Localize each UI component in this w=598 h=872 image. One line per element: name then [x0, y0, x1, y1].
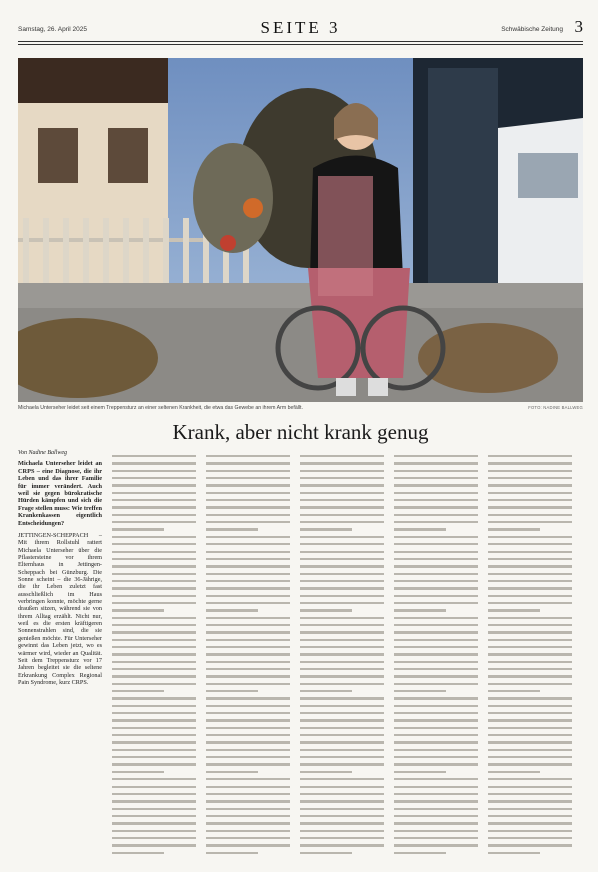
text-line: [206, 499, 290, 501]
text-line: [488, 837, 572, 839]
text-line: [300, 492, 384, 494]
text-line: [112, 756, 196, 758]
text-line: [300, 683, 384, 685]
text-line: [112, 521, 196, 523]
text-line: [300, 624, 384, 626]
text-line: [488, 653, 572, 655]
text-line: [300, 521, 384, 523]
masthead-rule-thin: [18, 44, 583, 45]
text-line: [206, 786, 290, 788]
text-line: [112, 462, 196, 464]
text-line: [112, 763, 196, 765]
text-line: [488, 536, 572, 538]
article-column-1: [18, 450, 102, 686]
text-line: [206, 683, 290, 685]
text-line: [300, 793, 384, 795]
text-line: [488, 631, 572, 633]
text-line: [300, 661, 384, 663]
text-line: [488, 675, 572, 677]
text-line: [300, 675, 384, 677]
text-line: [488, 756, 572, 758]
text-line: [300, 815, 384, 817]
text-line: [394, 565, 478, 567]
text-line: [488, 639, 572, 641]
text-line: [112, 661, 196, 663]
text-line: [112, 609, 164, 611]
text-line: [206, 734, 290, 736]
text-line: [300, 712, 384, 714]
text-line: [206, 646, 290, 648]
text-line: [112, 551, 196, 553]
text-line: [112, 800, 196, 802]
text-line: [300, 499, 384, 501]
text-line: [394, 631, 478, 633]
text-line: [206, 587, 290, 589]
text-line: [300, 830, 384, 832]
text-line: [300, 506, 384, 508]
text-line: [488, 565, 572, 567]
text-line: [206, 653, 290, 655]
text-line: [488, 484, 572, 486]
text-line: [112, 565, 196, 567]
text-line: [112, 558, 196, 560]
text-line: [394, 587, 478, 589]
text-line: [394, 477, 478, 479]
text-line: [300, 455, 384, 457]
text-line: [394, 617, 478, 619]
text-line: [206, 719, 290, 721]
text-line: [112, 536, 196, 538]
text-line: [394, 771, 446, 773]
text-line: [488, 661, 572, 663]
text-line: [206, 470, 290, 472]
text-line: [488, 543, 572, 545]
text-line: [112, 719, 196, 721]
photo-caption: Michaela Unterseher leidet seit einem Treppensturz an einer seltenen Krankheit, die etwa das Gewebe an ihrem Arm befällt.: [18, 405, 303, 411]
text-line: [206, 558, 290, 560]
text-line: [300, 741, 384, 743]
text-line: [112, 837, 196, 839]
text-line: [300, 749, 384, 751]
text-line: [112, 639, 196, 641]
text-line: [488, 800, 572, 802]
text-line: [394, 492, 478, 494]
text-line: [394, 536, 478, 538]
text-line: [488, 462, 572, 464]
byline: Von Nadine Ballweg: [18, 450, 67, 456]
text-line: [112, 793, 196, 795]
text-line: [112, 477, 196, 479]
text-line: [300, 609, 352, 611]
text-line: [112, 668, 196, 670]
article-column-6: [488, 450, 572, 854]
text-line: [112, 617, 196, 619]
text-line: [206, 639, 290, 641]
text-line: [112, 595, 196, 597]
text-line: [300, 734, 384, 736]
issue-date: Samstag, 26. April 2025: [18, 26, 88, 33]
text-line: [488, 499, 572, 501]
text-line: [112, 580, 196, 582]
text-line: [300, 462, 384, 464]
publication-name: Schwäbische Zeitung: [501, 26, 563, 33]
text-line: [488, 741, 572, 743]
text-line: [206, 661, 290, 663]
text-line: [206, 852, 258, 854]
text-line: [394, 793, 478, 795]
text-line: [488, 521, 572, 523]
text-line: [112, 727, 196, 729]
text-line: [488, 587, 572, 589]
text-line: [488, 778, 572, 780]
text-line: [394, 661, 478, 663]
text-line: [206, 727, 290, 729]
text-line: [488, 705, 572, 707]
text-line: [394, 462, 478, 464]
text-line: [112, 543, 196, 545]
text-line: [112, 786, 196, 788]
text-line: [112, 741, 196, 743]
text-line: [112, 675, 196, 677]
text-line: [300, 470, 384, 472]
text-line: [112, 712, 196, 714]
text-line: [206, 477, 290, 479]
text-line: [300, 639, 384, 641]
text-line: [300, 631, 384, 633]
text-line: [488, 822, 572, 824]
text-line: [112, 573, 196, 575]
page-number: 3: [574, 17, 583, 36]
text-line: [394, 573, 478, 575]
text-line: [300, 844, 384, 846]
text-line: [394, 705, 478, 707]
text-line: [206, 749, 290, 751]
text-line: [488, 668, 572, 670]
text-line: [300, 580, 384, 582]
text-line: [300, 727, 384, 729]
text-line: [488, 786, 572, 788]
text-line: [300, 573, 384, 575]
text-line: [206, 484, 290, 486]
text-line: [394, 800, 478, 802]
text-line: [488, 815, 572, 817]
text-line: [488, 749, 572, 751]
text-line: [112, 631, 196, 633]
text-line: [394, 624, 478, 626]
text-line: [112, 470, 196, 472]
text-line: [394, 470, 478, 472]
text-line: [488, 492, 572, 494]
headline: Krank, aber nicht krank genug: [172, 420, 429, 444]
article-lead: Michaela Unterseher leidet an CRPS – eine Diagnose, die ihr Leben und das ihrer Familie für immer verändert. Auch weil sie gegen bürokratische Hürden kämpfen und sich die Frage stellen muss: Wie treffen Krankenkassen eigentlich Entscheidungen?: [18, 460, 102, 527]
text-line: [206, 573, 290, 575]
text-line: [206, 455, 290, 457]
text-line: [112, 492, 196, 494]
text-line: [394, 455, 478, 457]
text-line: [394, 727, 478, 729]
text-line: [394, 822, 478, 824]
text-line: [206, 536, 290, 538]
text-line: [112, 499, 196, 501]
masthead-rule: [18, 41, 583, 42]
text-line: [394, 786, 478, 788]
text-line: [112, 646, 196, 648]
text-line: [488, 763, 572, 765]
text-line: [488, 514, 572, 516]
text-line: [112, 808, 196, 810]
text-line: [206, 822, 290, 824]
text-line: [394, 683, 478, 685]
text-line: [206, 844, 290, 846]
text-line: [112, 455, 196, 457]
text-line: [112, 683, 196, 685]
text-line: [488, 477, 572, 479]
text-line: [300, 800, 384, 802]
masthead: [18, 18, 583, 40]
text-line: [206, 506, 290, 508]
article-column-4: [300, 450, 384, 854]
text-line: [394, 551, 478, 553]
text-line: [488, 609, 540, 611]
text-line: [300, 763, 384, 765]
text-line: [488, 734, 572, 736]
text-line: [300, 705, 384, 707]
text-line: [488, 771, 540, 773]
text-line: [488, 793, 572, 795]
text-line: [394, 646, 478, 648]
text-line: [206, 492, 290, 494]
text-line: [112, 514, 196, 516]
text-line: [112, 852, 164, 854]
text-line: [112, 690, 164, 692]
text-line: [394, 484, 478, 486]
text-line: [206, 580, 290, 582]
text-line: [112, 830, 196, 832]
photo-credit: FOTO: NADINE BALLWEG: [528, 405, 583, 410]
text-line: [394, 521, 478, 523]
text-line: [206, 830, 290, 832]
text-line: [488, 551, 572, 553]
text-line: [206, 631, 290, 633]
text-line: [300, 808, 384, 810]
section-title: SEITE 3: [260, 18, 341, 37]
text-line: [300, 558, 384, 560]
text-line: [206, 543, 290, 545]
text-line: [394, 675, 478, 677]
text-line: [300, 528, 352, 530]
text-line: [488, 602, 572, 604]
text-line: [206, 462, 290, 464]
text-line: [488, 617, 572, 619]
text-line: [300, 786, 384, 788]
text-line: [206, 595, 290, 597]
text-line: [394, 602, 478, 604]
text-line: [300, 697, 384, 699]
text-line: [206, 617, 290, 619]
text-line: [206, 793, 290, 795]
article-column-3: [206, 450, 290, 854]
text-line: [112, 697, 196, 699]
text-line: [488, 506, 572, 508]
text-line: [206, 609, 258, 611]
text-line: [488, 528, 540, 530]
text-line: [206, 712, 290, 714]
text-line: [206, 741, 290, 743]
text-line: [112, 528, 164, 530]
text-line: [206, 763, 290, 765]
text-line: [300, 778, 384, 780]
text-line: [394, 528, 446, 530]
text-line: [206, 815, 290, 817]
text-line: [112, 749, 196, 751]
text-line: [112, 844, 196, 846]
text-line: [394, 741, 478, 743]
text-line: [206, 778, 290, 780]
text-line: [300, 668, 384, 670]
text-line: [300, 646, 384, 648]
text-line: [394, 719, 478, 721]
text-line: [112, 484, 196, 486]
text-line: [206, 675, 290, 677]
text-line: [206, 551, 290, 553]
text-line: [206, 771, 258, 773]
article-photo: [18, 58, 583, 402]
text-line: [394, 763, 478, 765]
text-line: [206, 837, 290, 839]
text-line: [394, 595, 478, 597]
text-line: [300, 602, 384, 604]
text-line: [488, 455, 572, 457]
text-line: [488, 727, 572, 729]
text-line: [488, 719, 572, 721]
text-line: [206, 800, 290, 802]
text-line: [206, 668, 290, 670]
text-line: [300, 514, 384, 516]
text-line: [394, 815, 478, 817]
text-line: [394, 543, 478, 545]
text-line: [206, 521, 290, 523]
text-line: [394, 749, 478, 751]
text-line: [112, 705, 196, 707]
text-line: [206, 697, 290, 699]
text-line: [488, 844, 572, 846]
text-line: [300, 477, 384, 479]
text-line: [394, 756, 478, 758]
text-line: [300, 484, 384, 486]
text-line: [394, 712, 478, 714]
text-line: [300, 595, 384, 597]
text-line: [488, 470, 572, 472]
text-line: [394, 844, 478, 846]
text-line: [300, 771, 352, 773]
text-line: [206, 624, 290, 626]
text-line: [206, 514, 290, 516]
text-line: [206, 602, 290, 604]
text-line: [394, 653, 478, 655]
text-line: [112, 602, 196, 604]
text-line: [112, 822, 196, 824]
text-line: [112, 506, 196, 508]
article-body: Mit ihrem Rollstuhl rattert Michaela Unterseher über die Pflastersteine vor ihrem Elternhaus in Jettingen-Scheppach bei Günzburg. Die Sonne scheint – die 36-Jährige, die ihr Leben zuletzt fast ausschließlich im Haus verbringen konnte, möchte gerne draußen sitzen, während sie von ihrem Alltag erzählt. Nicht nur, weil es die ersten kräftigeren Sonnenstrahlen sind, die sie genießen möchte. Für Unterseher gewinnt das Leben jetzt, wo es wärmer wird, wieder an Qualität. Seit dem Treppensturz vor 17 Jahren begleitet sie die seltene Erkrankung Complex Regional Pain Syndrome, kurz CRPS.: [18, 539, 102, 686]
text-line: [488, 808, 572, 810]
article-column-5: [394, 450, 478, 854]
text-line: [206, 756, 290, 758]
text-line: [112, 815, 196, 817]
text-line: [394, 697, 478, 699]
text-line: [206, 528, 258, 530]
text-line: [206, 565, 290, 567]
text-line: [394, 852, 446, 854]
text-line: [488, 580, 572, 582]
text-line: [300, 690, 352, 692]
text-line: [300, 565, 384, 567]
text-line: [300, 822, 384, 824]
text-line: [394, 734, 478, 736]
text-line: [394, 830, 478, 832]
text-line: [394, 808, 478, 810]
text-line: [488, 712, 572, 714]
text-line: [488, 852, 540, 854]
text-line: [112, 653, 196, 655]
text-line: [394, 499, 478, 501]
text-line: [300, 587, 384, 589]
article-column-2: [112, 450, 196, 854]
text-line: [394, 690, 446, 692]
text-line: [300, 551, 384, 553]
text-line: [394, 514, 478, 516]
text-line: [394, 558, 478, 560]
text-line: [112, 771, 164, 773]
text-line: [300, 536, 384, 538]
text-line: [112, 587, 196, 589]
text-line: [394, 837, 478, 839]
text-line: [394, 506, 478, 508]
text-line: [488, 830, 572, 832]
text-line: [394, 609, 446, 611]
text-line: [300, 756, 384, 758]
text-line: [394, 639, 478, 641]
text-line: [394, 668, 478, 670]
text-line: [300, 852, 352, 854]
text-line: [300, 837, 384, 839]
text-line: [300, 719, 384, 721]
dateline: JETTINGEN-SCHEPPACH –: [18, 532, 102, 539]
text-line: [488, 573, 572, 575]
text-line: [488, 683, 572, 685]
text-line: [206, 808, 290, 810]
text-line: [488, 646, 572, 648]
text-line: [488, 697, 572, 699]
text-line: [206, 705, 290, 707]
text-line: [300, 543, 384, 545]
text-line: [112, 624, 196, 626]
text-line: [112, 734, 196, 736]
text-line: [394, 580, 478, 582]
text-line: [300, 617, 384, 619]
text-line: [112, 778, 196, 780]
text-line: [488, 624, 572, 626]
text-line: [488, 558, 572, 560]
text-line: [488, 690, 540, 692]
text-line: [206, 690, 258, 692]
text-line: [488, 595, 572, 597]
text-line: [300, 653, 384, 655]
text-line: [394, 778, 478, 780]
